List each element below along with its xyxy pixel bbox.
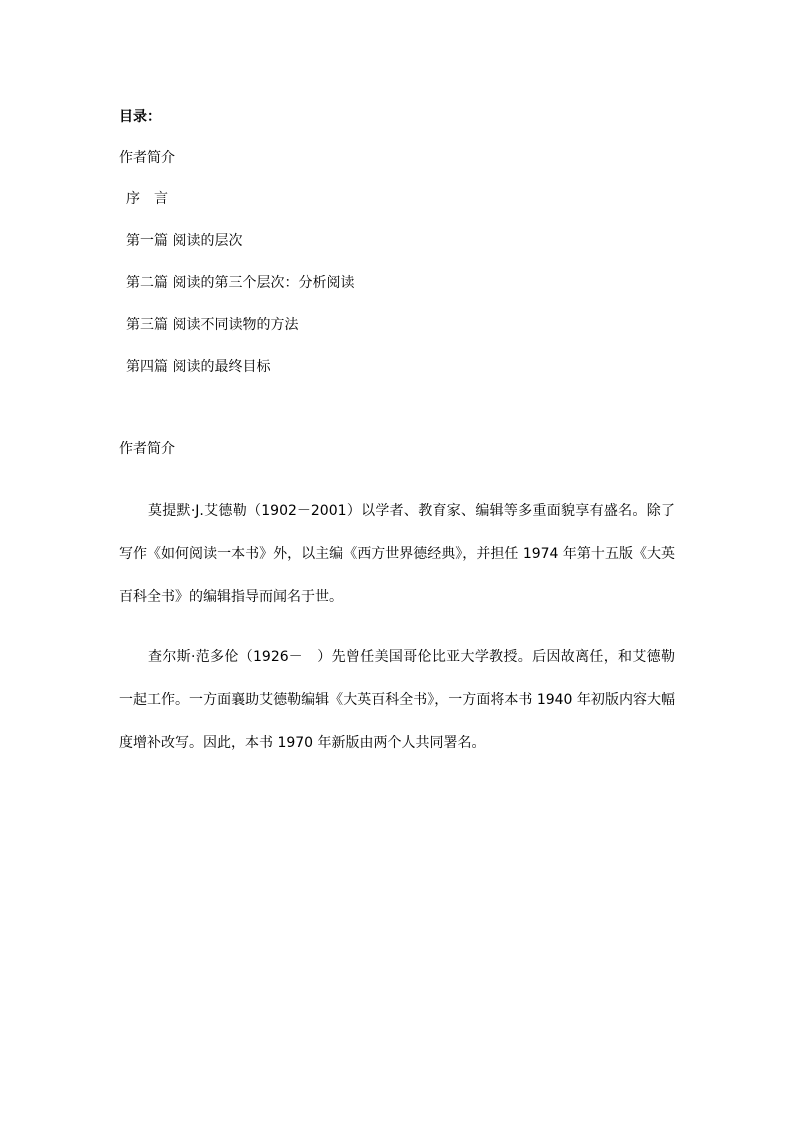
toc-item-part-4: 第四篇 阅读的最终目标 — [126, 359, 271, 375]
toc-item-author-intro: 作者简介 — [119, 150, 175, 166]
toc-item-part-3: 第三篇 阅读不同读物的方法 — [126, 317, 299, 333]
toc-item-part-2: 第二篇 阅读的第三个层次：分析阅读 — [126, 275, 355, 291]
section-title-author-intro: 作者简介 — [119, 441, 175, 457]
toc-heading: 目录： — [119, 109, 161, 125]
paragraph-adler: 莫提默·J.艾德勒（1902－2001）以学者、教育家、编辑等多重面貌享有盛名。除了写作《如何阅读一本书》外，以主编《西方世界德经典》，并担任 1974 年第十五版《大英百科全书》的编辑指导而闻名于世。 — [119, 503, 675, 605]
paragraph-van-doren: 查尔斯·范多伦（1926－ ）先曾任美国哥伦比亚大学教授。后因故离任，和艾德勒一起工作。一方面襄助艾德勒编辑《大英百科全书》，一方面将本书 1940 年初版内容大幅度增补改写。因此，本书 1970 年新版由两个人共同署名。 — [119, 649, 675, 751]
toc-item-part-1: 第一篇 阅读的层次 — [126, 233, 243, 249]
toc-item-preface: 序 言 — [126, 191, 168, 207]
